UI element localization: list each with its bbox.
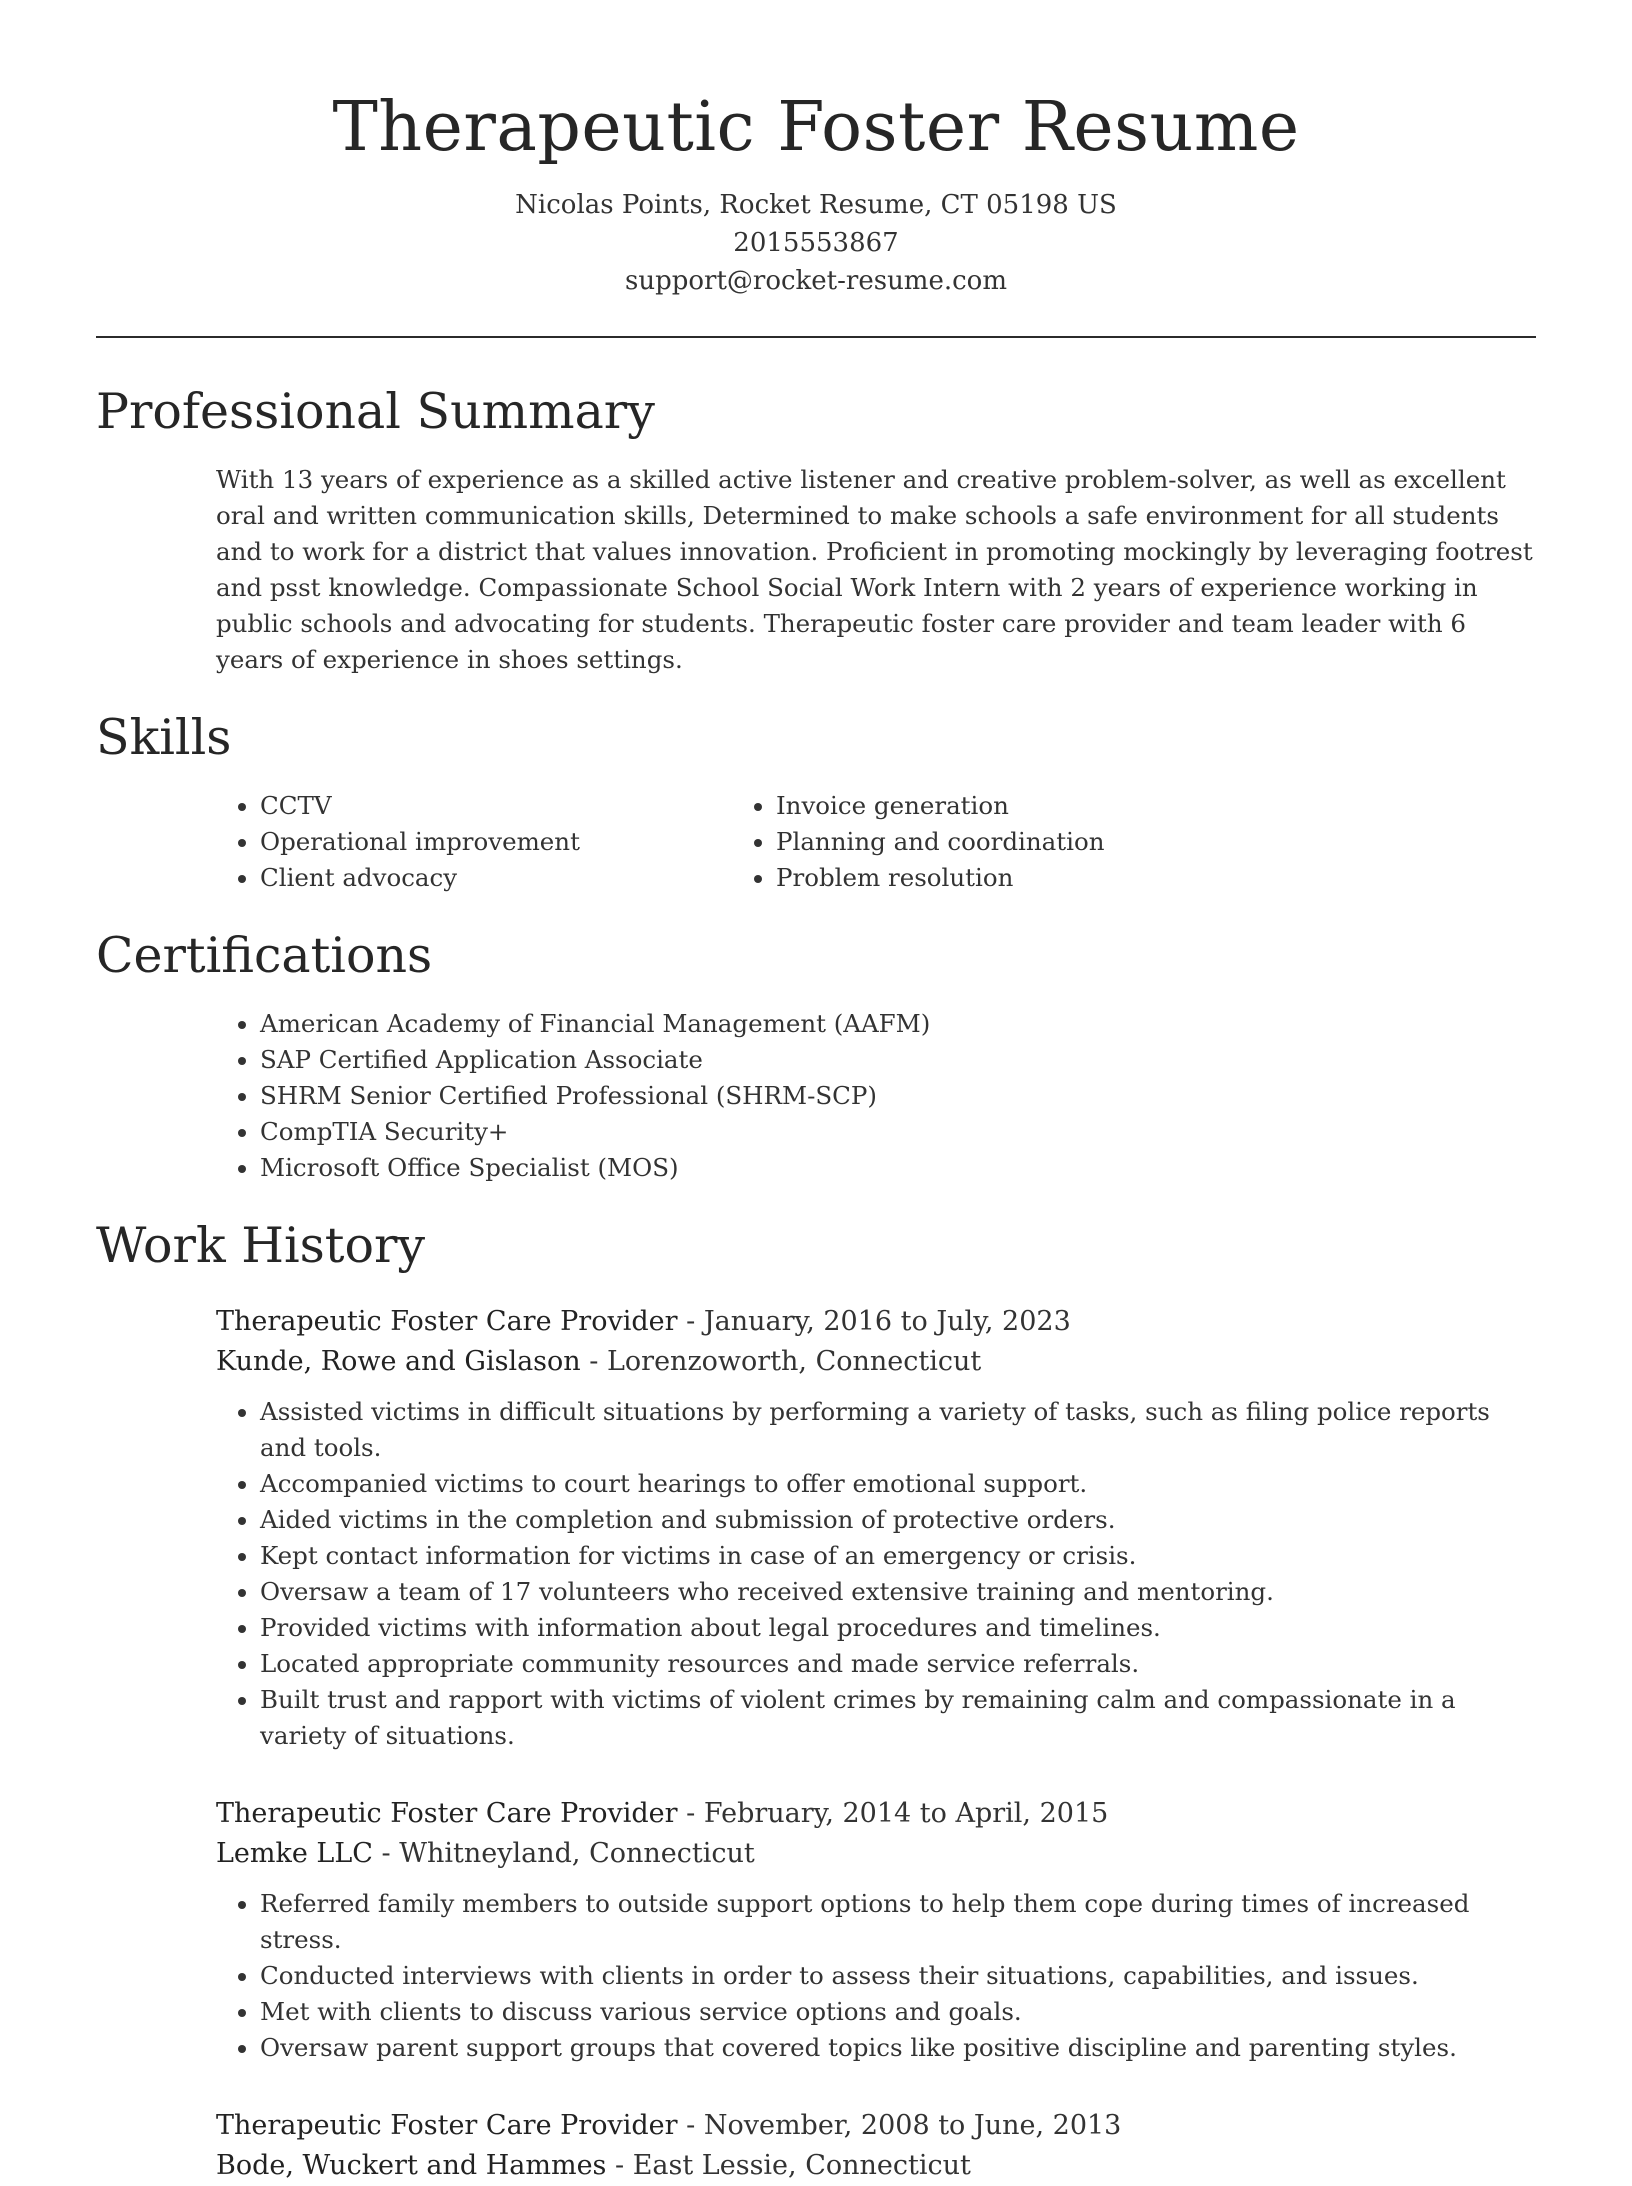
header-divider xyxy=(96,336,1536,338)
resume-header xyxy=(96,0,1536,300)
job-dates: February, 2014 to April, 2015 xyxy=(703,1798,1109,1829)
job-bullet: • Built trust and rapport with victims of violent crimes by remaining calm and compassionate in a variety of situations. xyxy=(260,1682,1536,1754)
skills-section xyxy=(96,706,1536,896)
certification-item: • SAP Certified Application Associate xyxy=(260,1042,1536,1078)
skill-item: • Invoice generation xyxy=(776,788,1262,824)
contact-info xyxy=(96,186,1536,300)
job-bullets xyxy=(96,1886,1536,2066)
address: Nicolas Points, Rocket Resume, CT 05198 US xyxy=(515,190,1117,220)
job-bullet: • Oversaw a team of 17 volunteers who received extensive training and mentoring. xyxy=(260,1574,1536,1610)
job-location: East Lessie, Connecticut xyxy=(632,2150,971,2181)
resume-title: Therapeutic Foster Resume xyxy=(332,88,1300,167)
job-bullet: • Provided victims with information about legal procedures and timelines. xyxy=(260,1610,1536,1646)
job-entry xyxy=(96,1794,1536,2066)
job-company: Kunde, Rowe and Gislason xyxy=(216,1346,581,1377)
job-company: Bode, Wuckert and Hammes xyxy=(216,2150,607,2181)
job-bullet: • Kept contact information for victims in case of an emergency or crisis. xyxy=(260,1538,1536,1574)
certification-item: • Microsoft Office Specialist (MOS) xyxy=(260,1150,1536,1186)
job-bullets xyxy=(96,1394,1536,1754)
skill-item: • Client advocacy xyxy=(260,860,746,896)
job-bullet: • Accompanied victims to court hearings to offer emotional support. xyxy=(260,1466,1536,1502)
job-location: Lorenzoworth, Connecticut xyxy=(606,1346,982,1377)
job-location: Whitneyland, Connecticut xyxy=(399,1838,755,1869)
skill-item: • Operational improvement xyxy=(260,824,746,860)
certification-item: • SHRM Senior Certified Professional (SHRM-SCP) xyxy=(260,1078,1536,1114)
skill-item: • Planning and coordination xyxy=(776,824,1262,860)
job-title-line: Therapeutic Foster Care Provider - February, 2014 to April, 2015 xyxy=(216,1798,1109,1829)
certification-item: • CompTIA Security+ xyxy=(260,1114,1536,1150)
summary-heading: Professional Summary xyxy=(96,383,655,440)
certifications-list xyxy=(96,1006,1536,1186)
job-dates: January, 2016 to July, 2023 xyxy=(703,1306,1071,1337)
job-bullet: • Referred family members to outside support options to help them cope during times of increased stress. xyxy=(260,1886,1536,1958)
resume-page xyxy=(96,0,1536,2186)
job-bullet: • Met with clients to discuss various service options and goals. xyxy=(260,1994,1536,2030)
job-bullet: • Conducted interviews with clients in order to assess their situations, capabilities, and issues. xyxy=(260,1958,1536,1994)
job-role: Therapeutic Foster Care Provider xyxy=(216,2110,678,2141)
job-entry xyxy=(96,1302,1536,1754)
skill-item: • Problem resolution xyxy=(776,860,1262,896)
job-dates: November, 2008 to June, 2013 xyxy=(703,2110,1122,2141)
phone: 2015553867 xyxy=(733,228,899,258)
job-company-line: Bode, Wuckert and Hammes - East Lessie, Connecticut xyxy=(216,2150,971,2181)
email: support@rocket-resume.com xyxy=(624,266,1007,296)
job-entry xyxy=(96,2106,1536,2186)
skills-column-2 xyxy=(776,788,1262,896)
job-bullet: • Aided victims in the completion and submission of protective orders. xyxy=(260,1502,1536,1538)
work-history-section xyxy=(96,1214,1536,2186)
job-role: Therapeutic Foster Care Provider xyxy=(216,1306,678,1337)
job-bullet: • Located appropriate community resources and made service referrals. xyxy=(260,1646,1536,1682)
skill-item: • CCTV xyxy=(260,788,746,824)
job-title-line: Therapeutic Foster Care Provider - November, 2008 to June, 2013 xyxy=(216,2110,1122,2141)
work-history-heading: Work History xyxy=(96,1217,426,1274)
certification-item: • American Academy of Financial Management (AAFM) xyxy=(260,1006,1536,1042)
skills-column-1 xyxy=(96,788,746,896)
job-title-line: Therapeutic Foster Care Provider - January, 2016 to July, 2023 xyxy=(216,1306,1071,1337)
summary-section xyxy=(96,380,1536,678)
summary-text: With 13 years of experience as a skilled active listener and creative problem-solver, as well as excellent oral and written communication skills, Determined to make schools a safe environment for all students and to work for a district that values innovation. Proficient in promoting mockingly by leveraging footrest and psst knowledge. Compassionate School Social Work Intern with 2 years of experience working in public schools and advocating for students. Therapeutic foster care provider and team leader with 6 years of experience in shoes settings. xyxy=(216,465,1533,674)
job-company: Lemke LLC xyxy=(216,1838,373,1869)
skills-grid xyxy=(96,788,1536,896)
skills-heading: Skills xyxy=(96,709,232,766)
job-bullet: • Oversaw parent support groups that covered topics like positive discipline and parenting styles. xyxy=(260,2030,1536,2066)
job-company-line: Kunde, Rowe and Gislason - Lorenzoworth, Connecticut xyxy=(216,1346,982,1377)
certifications-heading: Certifications xyxy=(96,927,433,984)
job-role: Therapeutic Foster Care Provider xyxy=(216,1798,678,1829)
job-bullet: • Assisted victims in difficult situations by performing a variety of tasks, such as filing police reports and tools. xyxy=(260,1394,1536,1466)
certifications-section xyxy=(96,924,1536,1186)
job-company-line: Lemke LLC - Whitneyland, Connecticut xyxy=(216,1838,755,1869)
